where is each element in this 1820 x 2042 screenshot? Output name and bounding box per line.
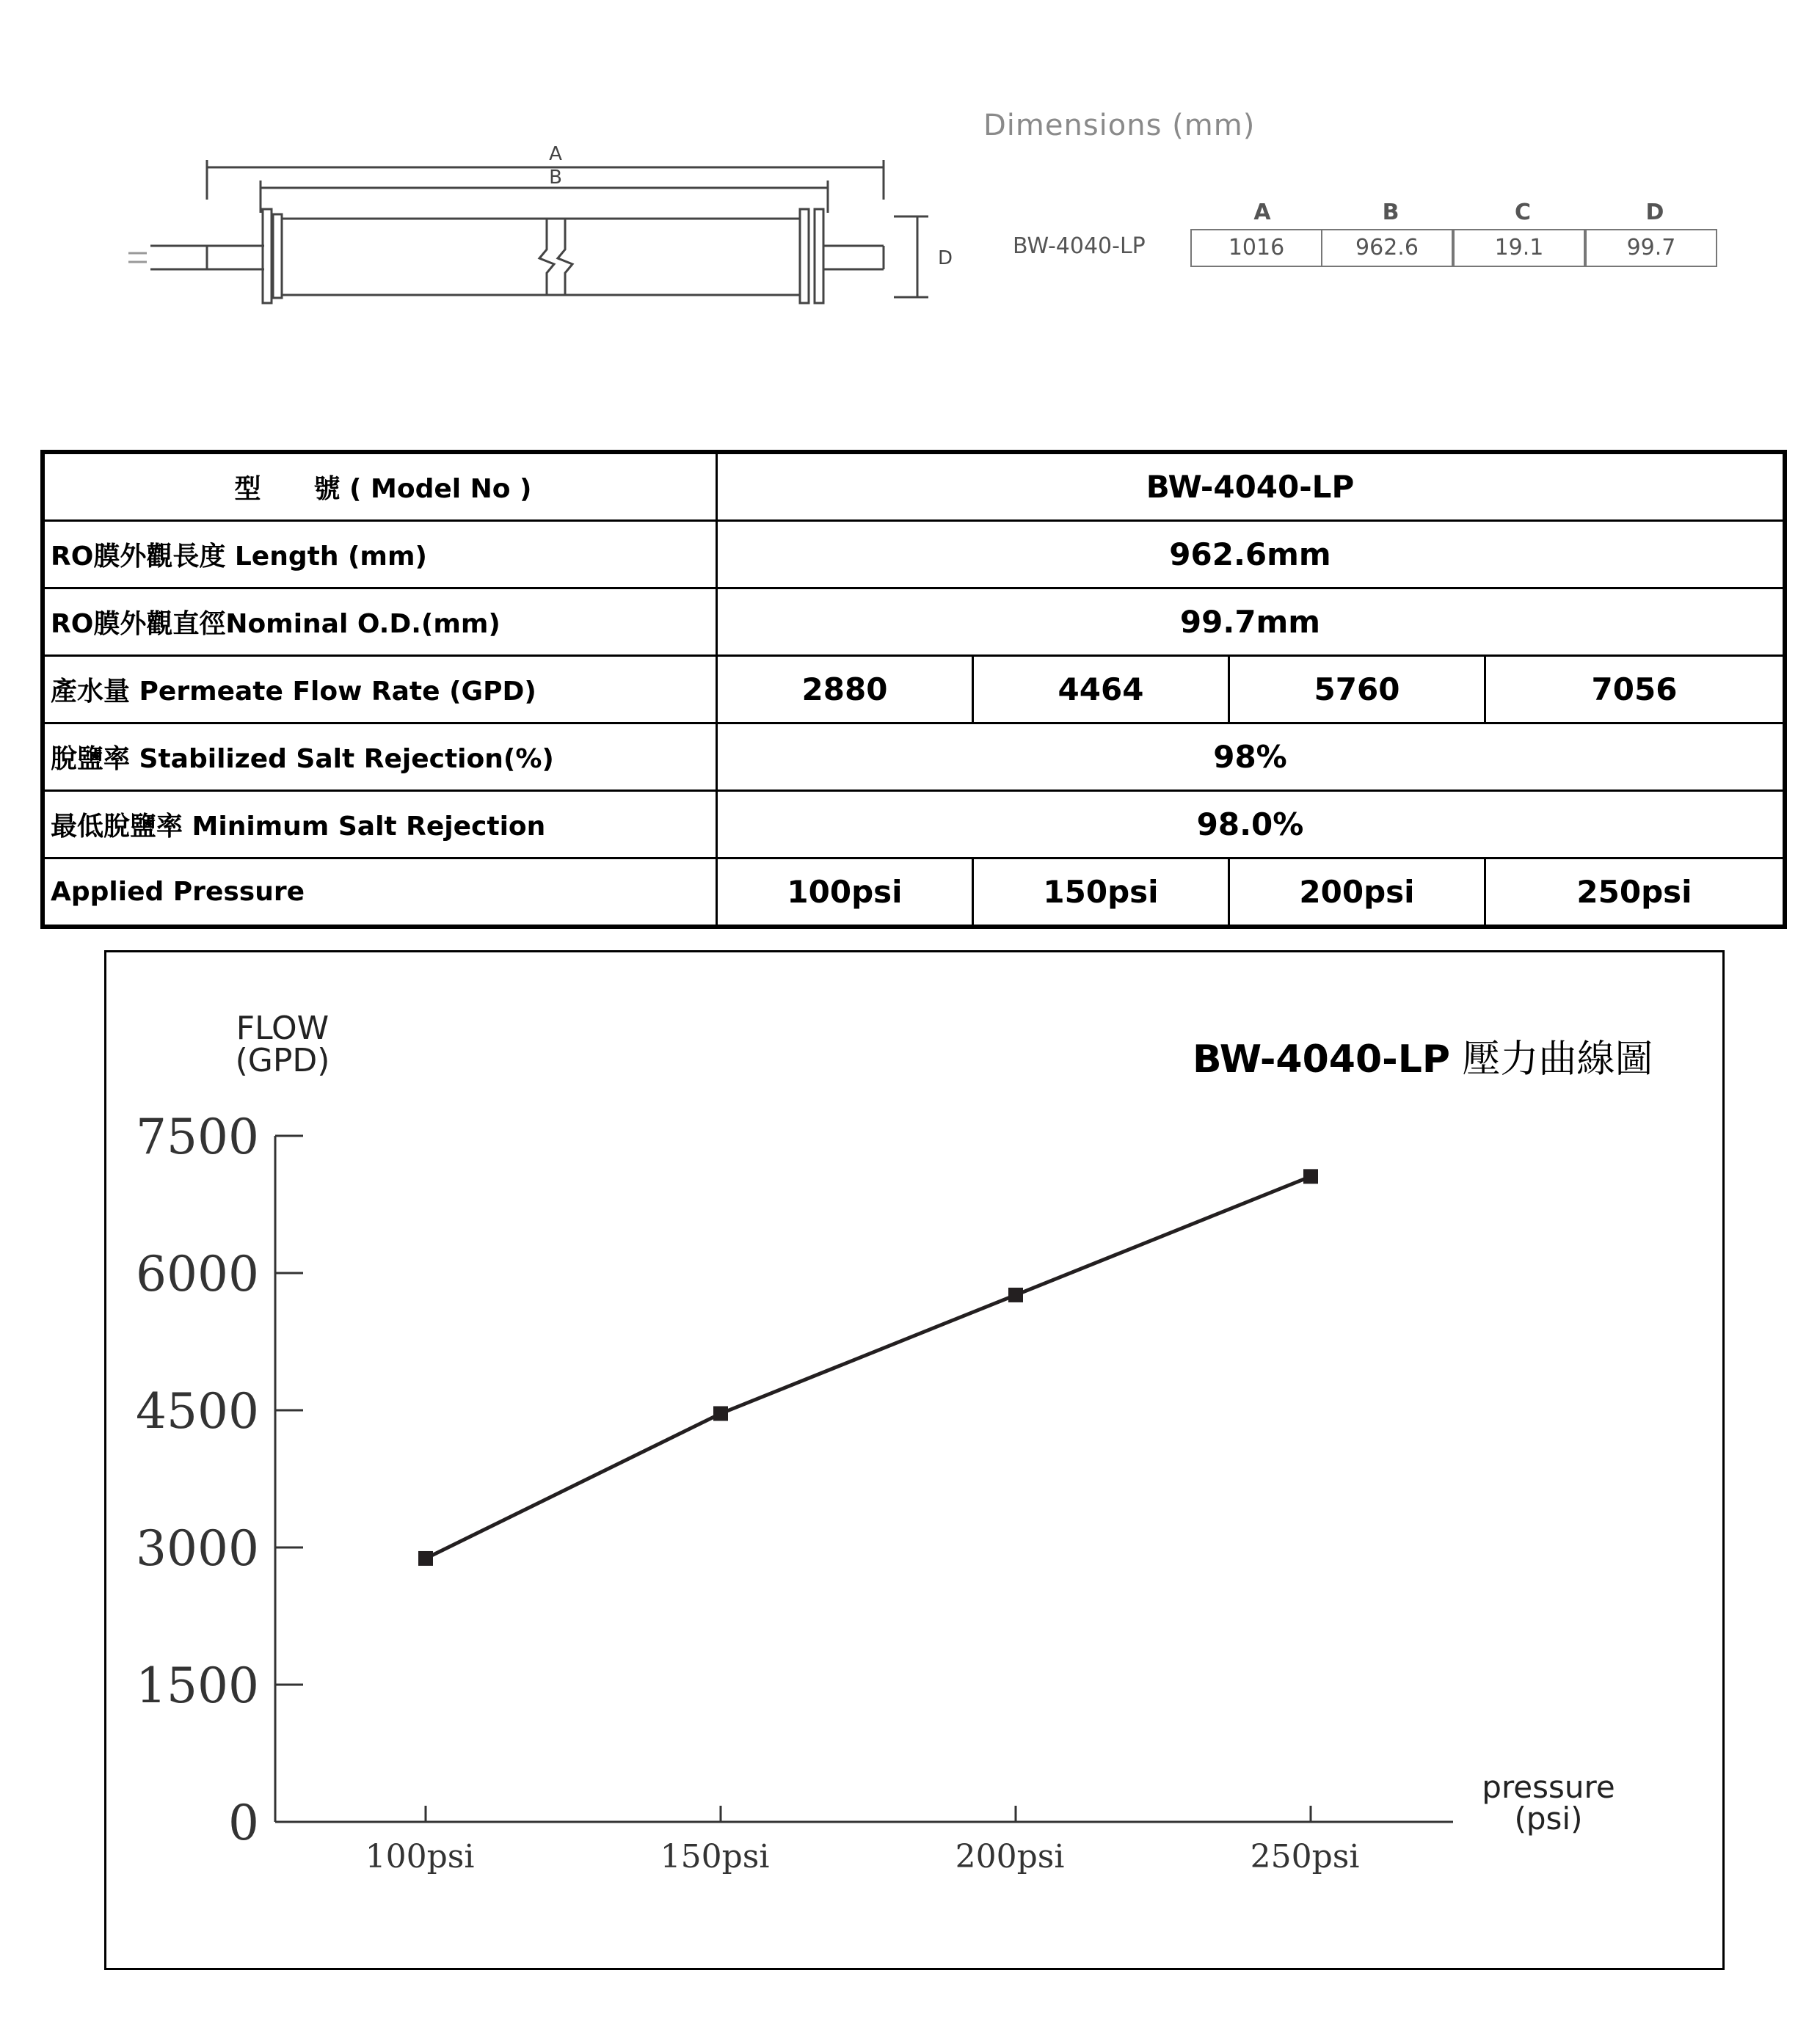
- model-value: BW-4040-LP: [717, 452, 1786, 521]
- dim-value-d: 99.7: [1585, 229, 1717, 267]
- y-tick-label: 4500: [136, 1383, 259, 1440]
- data-point: [418, 1551, 433, 1566]
- x-tick-label: 100psi: [365, 1838, 475, 1875]
- dimensions-title: Dimensions (mm): [983, 109, 1256, 142]
- data-point: [713, 1406, 728, 1421]
- table-row: [43, 588, 1785, 656]
- pressure-label: Applied Pressure: [43, 858, 717, 927]
- dim-header-b: B: [1382, 200, 1399, 225]
- model-label: 型 號 ( Model No ): [43, 452, 717, 521]
- y-tick-label: 6000: [136, 1246, 259, 1302]
- flow-value: 5760: [1229, 656, 1485, 723]
- min-rejection-label: 最低脫鹽率 Minimum Salt Rejection: [43, 791, 717, 858]
- od-label: RO膜外觀直徑Nominal O.D.(mm): [43, 588, 717, 656]
- y-axis-label-line2: (GPD): [235, 1042, 330, 1079]
- spec-table: [40, 450, 1787, 929]
- dim-header-c: C: [1514, 200, 1532, 225]
- dim-value-b: 962.6: [1321, 229, 1453, 267]
- dimension-drawing-section: [0, 0, 1820, 367]
- x-axis-label-line1: pressure: [1482, 1769, 1615, 1805]
- y-tick-label: 0: [228, 1795, 259, 1851]
- rejection-label: 脫鹽率 Stabilized Salt Rejection(%): [43, 723, 717, 791]
- y-tick-label: 7500: [136, 1109, 259, 1165]
- y-tick-label: 3000: [136, 1520, 259, 1577]
- length-label: RO膜外觀長度 Length (mm): [43, 521, 717, 588]
- dim-header-a: A: [1253, 200, 1271, 225]
- x-tick-label: 200psi: [955, 1838, 1065, 1875]
- chart-title-model: BW-4040-LP: [1193, 1038, 1450, 1082]
- pressure-value: 150psi: [973, 858, 1229, 927]
- dim-label-a: A: [549, 143, 562, 165]
- x-tick-label: 150psi: [660, 1838, 770, 1875]
- table-row: [43, 723, 1785, 791]
- chart-plot: [106, 952, 1722, 1968]
- dim-value-c: 19.1: [1453, 229, 1585, 267]
- table-row: [43, 656, 1785, 723]
- table-row: [43, 858, 1785, 927]
- y-tick-label: 1500: [136, 1658, 259, 1714]
- flow-label: 產水量 Permeate Flow Rate (GPD): [43, 656, 717, 723]
- flow-value: 4464: [973, 656, 1229, 723]
- dim-value-a: 1016: [1190, 229, 1322, 267]
- table-row: [43, 791, 1785, 858]
- flow-series-line: [426, 1176, 1311, 1558]
- flow-value: 2880: [717, 656, 973, 723]
- dim-header-d: D: [1645, 200, 1664, 225]
- x-axis-label-line2: (psi): [1514, 1801, 1583, 1837]
- dim-label-d: D: [938, 247, 953, 269]
- dimensions-model: BW-4040-LP: [1013, 233, 1146, 259]
- od-value: 99.7mm: [717, 588, 1786, 656]
- table-row: [43, 521, 1785, 588]
- pressure-curve-chart: [104, 950, 1725, 1970]
- pressure-value: 100psi: [717, 858, 973, 927]
- chart-title-suffix: 壓力曲線圖: [1462, 1038, 1653, 1082]
- table-row: [43, 452, 1785, 521]
- rejection-value: 98%: [717, 723, 1786, 791]
- y-axis-label-line1: FLOW: [236, 1010, 330, 1047]
- pressure-value: 250psi: [1485, 858, 1786, 927]
- data-point: [1008, 1288, 1023, 1302]
- pressure-value: 200psi: [1229, 858, 1485, 927]
- min-rejection-value: 98.0%: [717, 791, 1786, 858]
- x-tick-label: 250psi: [1250, 1838, 1360, 1875]
- length-value: 962.6mm: [717, 521, 1786, 588]
- dim-label-b: B: [549, 167, 562, 189]
- data-point: [1303, 1169, 1318, 1184]
- flow-value: 7056: [1485, 656, 1786, 723]
- membrane-drawing: [0, 0, 1820, 367]
